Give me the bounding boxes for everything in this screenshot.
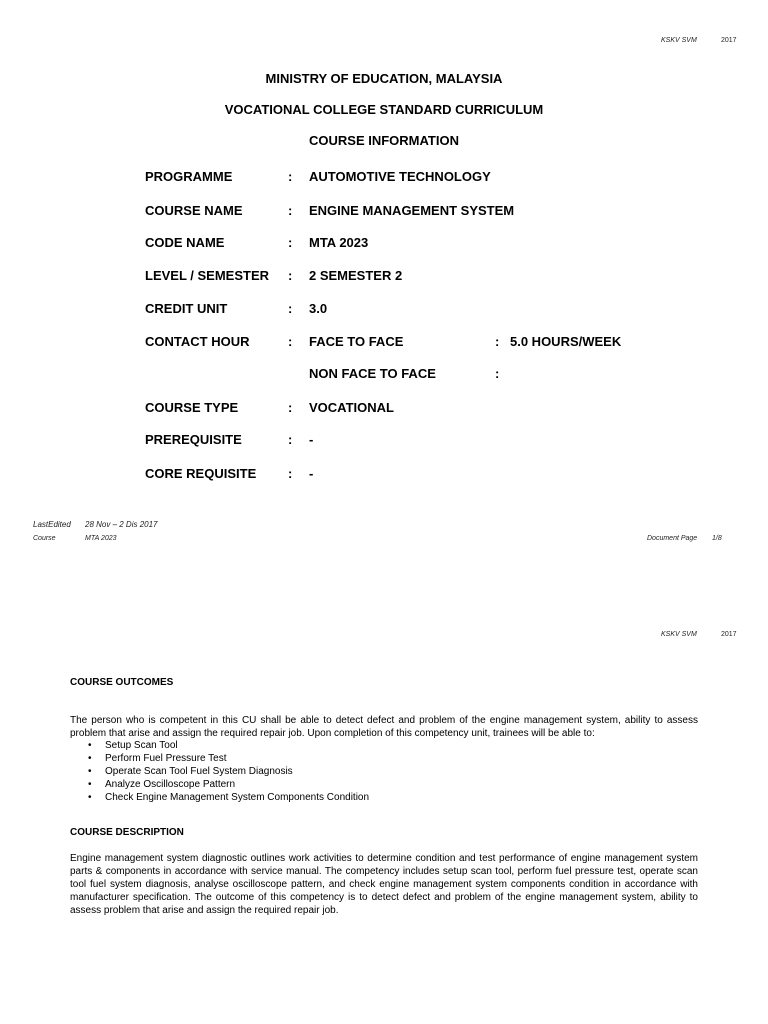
page2-header — [661, 631, 737, 638]
outcome-text: Operate Scan Tool Fuel System Diagnosis — [105, 766, 293, 777]
list-item — [70, 739, 369, 752]
colon: : — [288, 432, 293, 447]
outcome-text: Analyze Oscilloscope Pattern — [105, 779, 236, 790]
list-item — [70, 791, 369, 804]
course-description-text: Engine management system diagnostic outlines work activities to determine condition and test performance of engine management system parts & components in accordance with service manual. The competency includes setup scan tool, perform fuel pressure test, operate scan tool fuel system diagnosis, analyse oscilloscope pattern, and check engine management system components condition in accordance with manufacturer specification. The outcome of this competency is to detect defect and problem of the engine management system, ability to assess problem that arise and assign the required repair job. — [70, 853, 698, 916]
colon: : — [288, 466, 293, 481]
face-to-face-hours: 5.0 HOURS/WEEK — [510, 334, 622, 349]
face-to-face-label: FACE TO FACE — [309, 334, 404, 349]
contact-hour-label: CONTACT HOUR — [145, 334, 250, 349]
bullet-icon: • — [88, 740, 92, 751]
non-face-to-face-label: NON FACE TO FACE — [309, 366, 436, 381]
outcome-text: Setup Scan Tool — [105, 740, 178, 751]
colon: : — [288, 235, 293, 250]
header-year: 2017 — [721, 631, 737, 638]
last-edited-label: LastEdited — [33, 520, 71, 529]
colon: : — [495, 366, 500, 381]
programme-label: PROGRAMME — [145, 169, 233, 184]
course-information-title: COURSE INFORMATION — [309, 133, 459, 148]
course-footer-value: MTA 2023 — [85, 535, 117, 542]
header-year: 2017 — [721, 37, 737, 44]
curriculum-title: VOCATIONAL COLLEGE STANDARD CURRICULUM — [224, 102, 544, 117]
course-name-value: ENGINE MANAGEMENT SYSTEM — [309, 203, 515, 218]
code-name-value: MTA 2023 — [309, 235, 369, 250]
colon: : — [288, 203, 293, 218]
document-page-value: 1/8 — [712, 535, 722, 542]
bullet-icon: • — [88, 779, 92, 790]
ministry-title: MINISTRY OF EDUCATION, MALAYSIA — [265, 71, 503, 86]
core-requisite-value: - — [309, 466, 314, 481]
colon: : — [288, 169, 293, 184]
course-type-label: COURSE TYPE — [145, 400, 239, 415]
prerequisite-value: - — [309, 432, 314, 447]
course-outcomes-list — [70, 739, 369, 804]
course-name-label: COURSE NAME — [145, 203, 243, 218]
course-footer-label: Course — [33, 535, 56, 542]
colon: : — [288, 400, 293, 415]
colon: : — [288, 334, 293, 349]
level-semester-label: LEVEL / SEMESTER — [145, 268, 270, 283]
credit-unit-value: 3.0 — [309, 301, 328, 316]
course-outcomes-heading: COURSE OUTCOMES — [70, 677, 174, 688]
outcome-text: Check Engine Management System Components Condition — [105, 792, 370, 803]
last-edited-value: 28 Nov – 2 Dis 2017 — [85, 520, 158, 529]
document-page-label: Document Page — [647, 535, 698, 542]
programme-value: AUTOMOTIVE TECHNOLOGY — [309, 169, 491, 184]
list-item — [70, 752, 369, 765]
page1-header — [661, 37, 737, 44]
bullet-icon: • — [88, 792, 92, 803]
prerequisite-label: PREREQUISITE — [145, 432, 242, 447]
list-item — [70, 765, 369, 778]
colon: : — [288, 268, 293, 283]
code-name-label: CODE NAME — [145, 235, 225, 250]
course-description-heading: COURSE DESCRIPTION — [70, 827, 184, 838]
bullet-icon: • — [88, 753, 92, 764]
colon: : — [288, 301, 293, 316]
course-outcomes-intro: The person who is competent in this CU shall be able to detect defect and problem of the engine management system, ability to assess problem that arise and assign the required repair job. Upon completion of this competency unit, trainees will be able to: — [70, 715, 698, 739]
header-org: KSKV SVM — [661, 631, 697, 638]
bullet-icon: • — [88, 766, 92, 777]
header-org: KSKV SVM — [661, 37, 697, 44]
outcome-text: Perform Fuel Pressure Test — [105, 753, 227, 764]
level-semester-value: 2 SEMESTER 2 — [309, 268, 403, 283]
core-requisite-label: CORE REQUISITE — [145, 466, 257, 481]
course-type-value: VOCATIONAL — [309, 400, 394, 415]
list-item — [70, 778, 369, 791]
colon: : — [495, 334, 500, 349]
credit-unit-label: CREDIT UNIT — [145, 301, 228, 316]
